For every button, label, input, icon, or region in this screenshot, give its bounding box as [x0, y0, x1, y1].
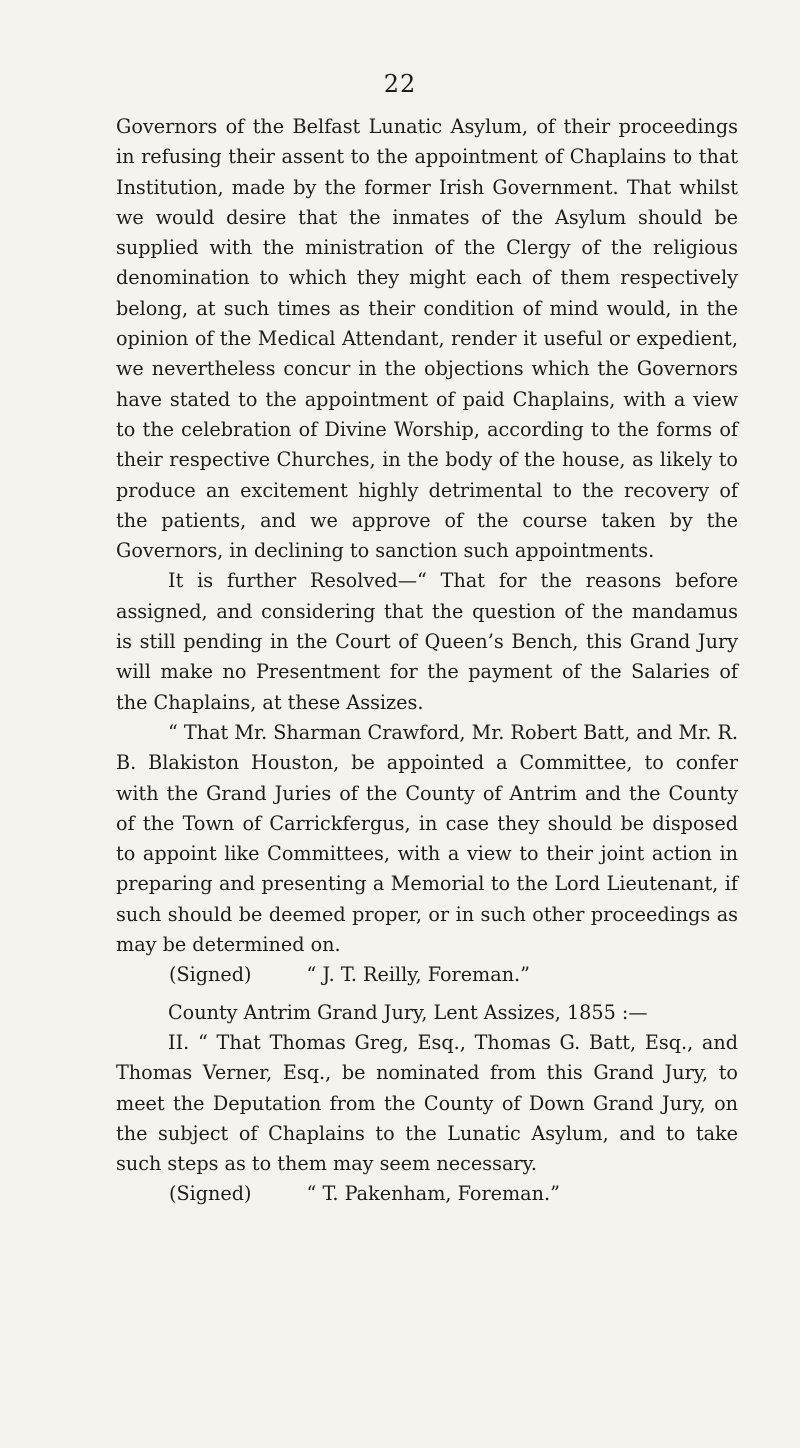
paragraph-2: It is further Resolved—“ That for the reasons before assigned, and considering that the question of the mandamus is still pending in the Court of Queen’s Bench, this Grand Jury will make no Presentment for the payment of the Salaries of the Chaplains, at these Assizes. — [116, 569, 738, 714]
page-number: 22 — [383, 70, 417, 98]
signature-name: “ T. Pakenham, Foreman.” — [306, 1182, 560, 1206]
section-heading: County Antrim Grand Jury, Lent Assizes, 1855 :— — [168, 1000, 648, 1024]
signature-line-2 — [116, 1179, 738, 1209]
document-body — [116, 112, 738, 1210]
signature-signed-label: (Signed) — [169, 963, 252, 987]
signature-name: “ J. T. Reilly, Foreman.” — [306, 963, 530, 987]
paragraph-1: Governors of the Belfast Lunatic Asylum, of their proceedings in refusing their assent to the appointment of Chaplains to that Institution, made by the former Irish Government. That whilst we would desire that the inmates of the Asylum should be supplied with the ministration of the Clergy of the religious denomination to which they might each of them respectively belong, at such times as their condition of mind would, in the opinion of the Medical Attendant, render it useful or expedient, we nevertheless concur in the objections which the Governors have stated to the appointment of paid Chaplains, with a view to the celebration of Divine Worship, according to the forms of their respective Churches, in the body of the house, as likely to produce an excitement highly detrimental to the recovery of the patients, and we approve of the course taken by the Governors, in declining to sanction such appointments. — [116, 115, 738, 563]
paragraph-4: II. “ That Thomas Greg, Esq., Thomas G. Batt, Esq., and Thomas Verner, Esq., be nominated from this Grand Jury, to meet the Deputation from the County of Down Grand Jury, on the subject of Chaplains to the Lunatic Asylum, and to take such steps as to them may seem necessary. — [116, 1030, 738, 1176]
paragraph-3: “ That Mr. Sharman Crawford, Mr. Robert Batt, and Mr. R. B. Blakiston Houston, be appointed a Committee, to confer with the Grand Juries of the County of Antrim and the County of the Town of Carrickfergus, in case they should be disposed to appoint like Committees, with a view to their joint action in preparing and presenting a Memorial to the Lord Lieutenant, if such should be deemed proper, or in such other proceedings as may be determined on. — [116, 720, 738, 957]
signature-line-1 — [116, 960, 738, 990]
signature-signed-label: (Signed) — [169, 1182, 252, 1206]
